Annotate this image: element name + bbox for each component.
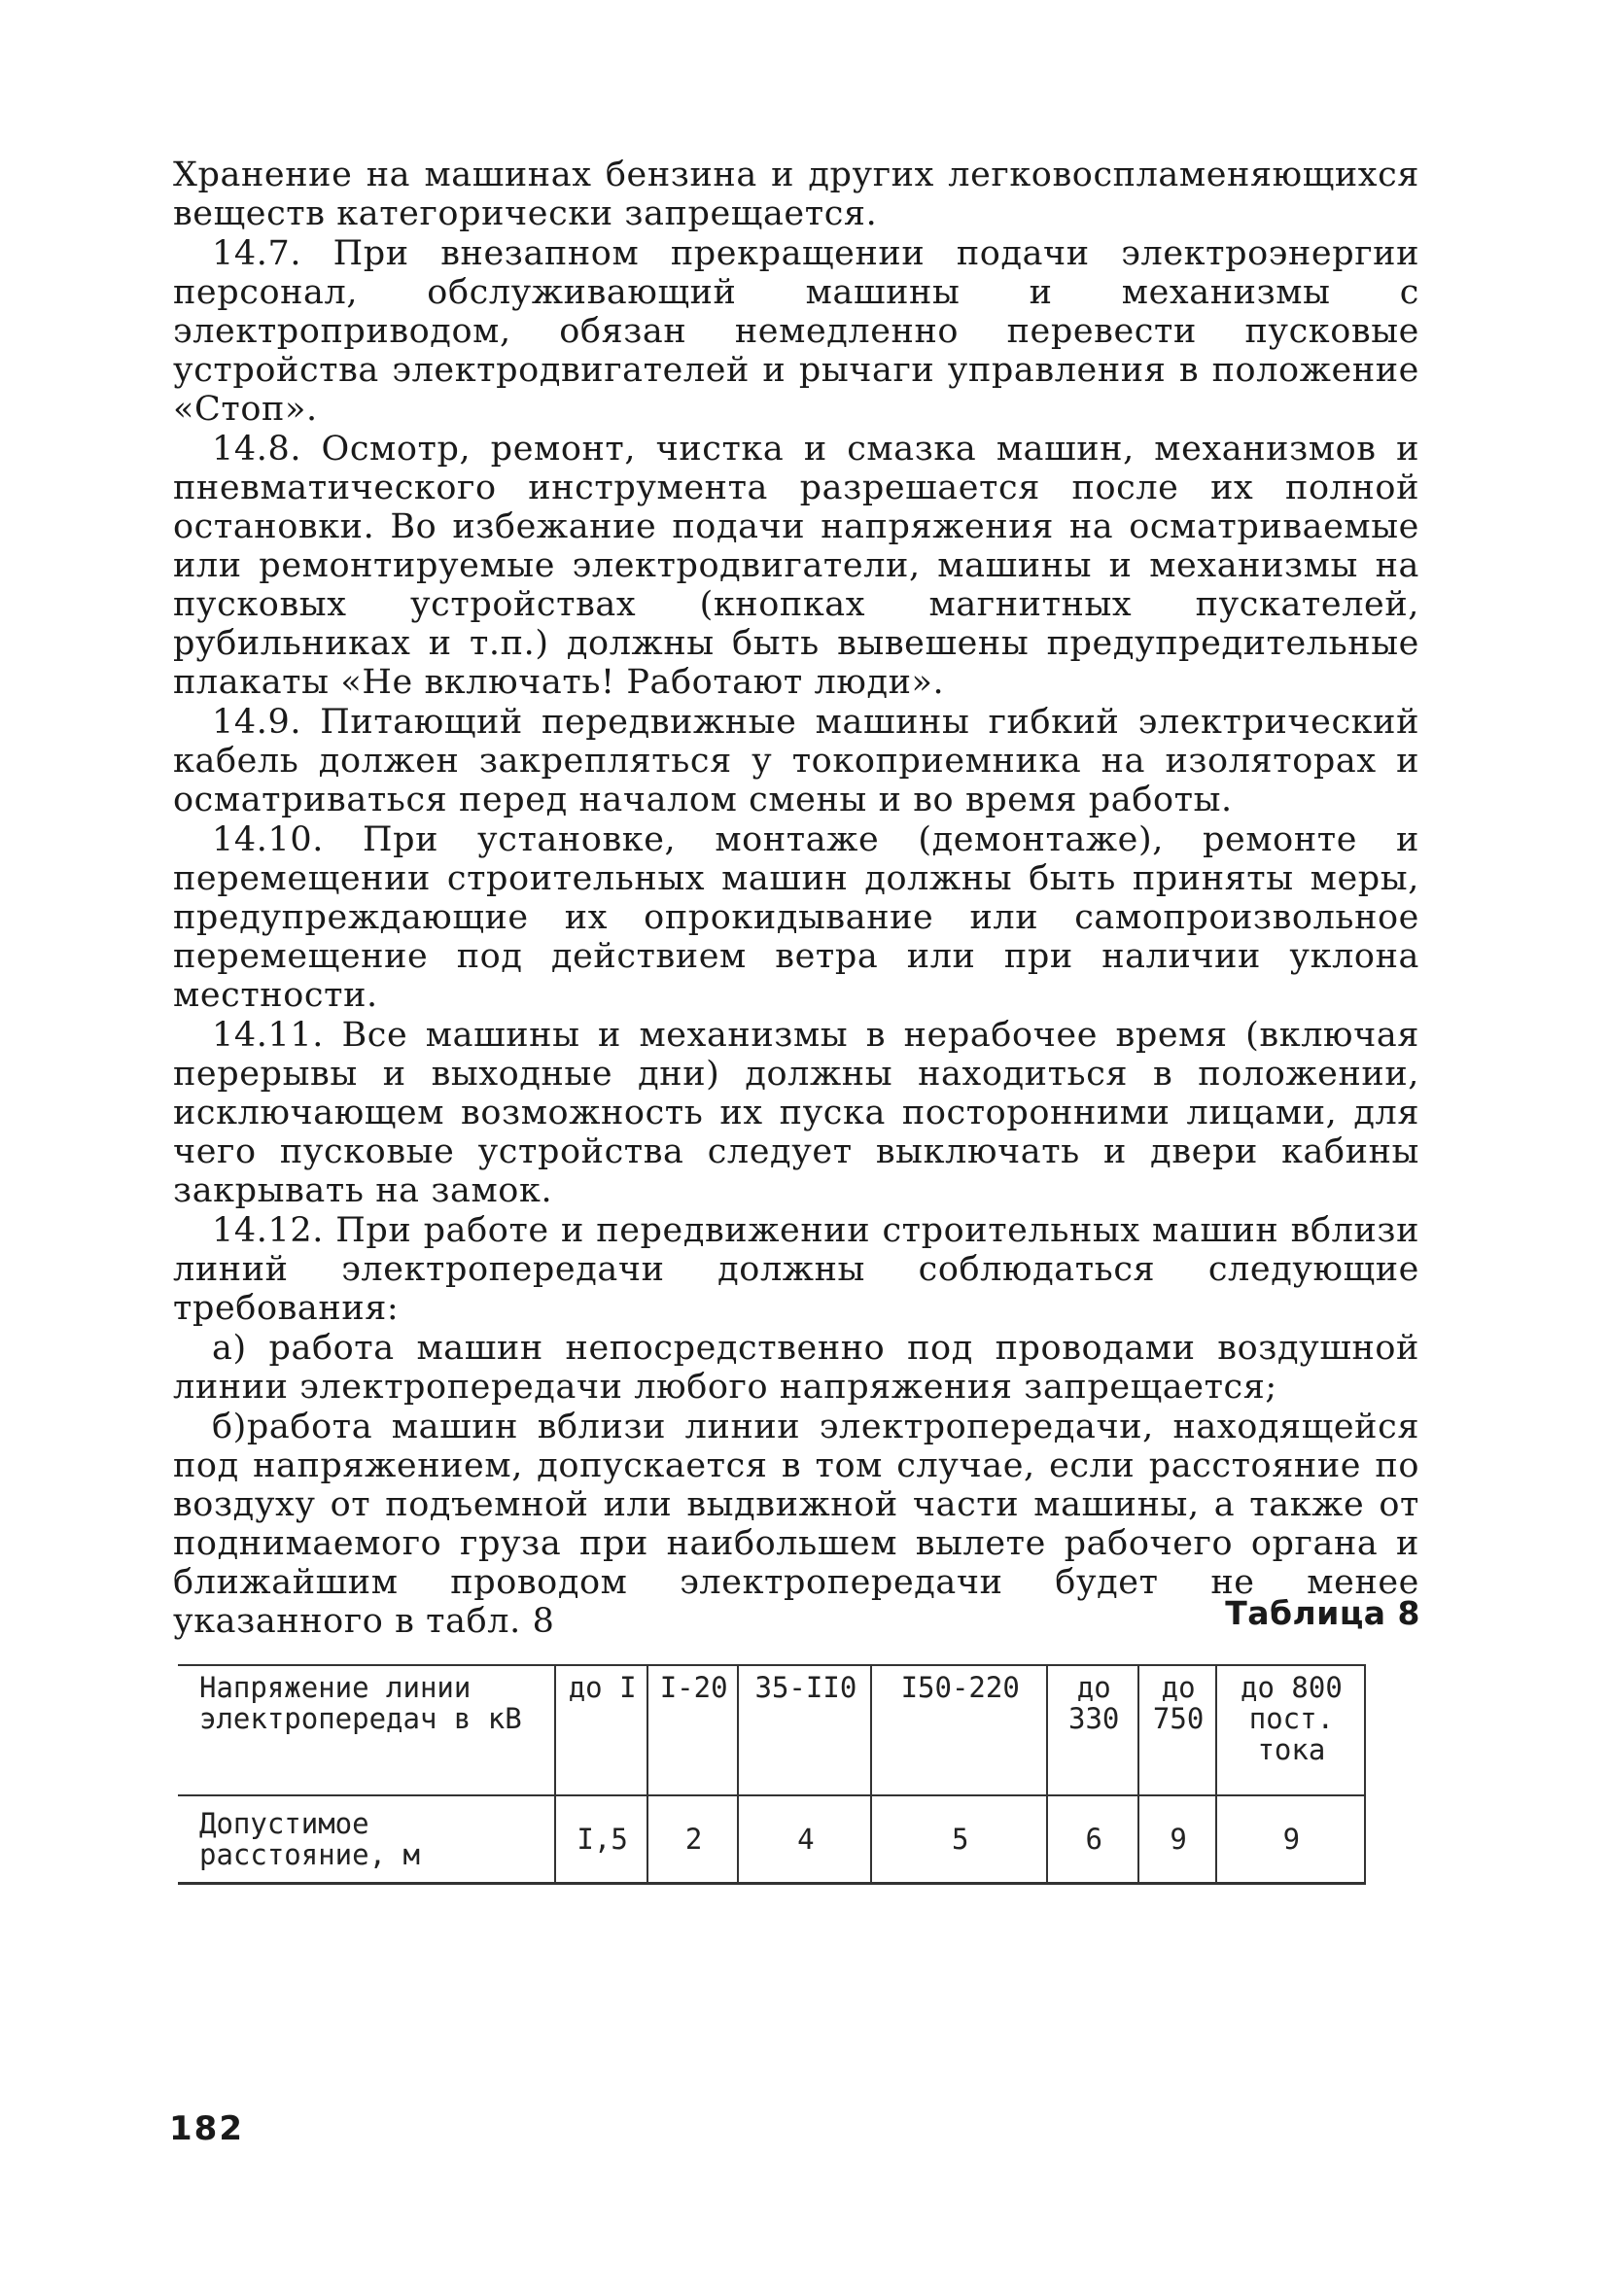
table-row bbox=[178, 1795, 1365, 1884]
table-caption: Таблица 8 bbox=[1225, 1594, 1420, 1632]
distance-cell: 9 bbox=[1216, 1795, 1365, 1884]
page-number: 182 bbox=[169, 2109, 244, 2148]
distance-cell: 2 bbox=[647, 1795, 739, 1884]
paragraph-14-12-b: б)работа машин вблизи линии электропередачи, находящейся под напряжением, допускается в том случае, если расстояние по воздуху от подъемной или выдвижной части машины, а также от поднимаемого груза при наибольшем вылете рабочего органа и ближайшим проводом электропередачи будет не менее указанного в табл. 8 bbox=[173, 1408, 1419, 1641]
paragraph-14-11: 14.11. Все машины и механизмы в нерабочее время (включая перерывы и выходные дни) должны находиться в положении, исключающем возможность их пуска посторонними лицами, для чего пусковые устройства следует выключать и двери кабины закрывать на замок. bbox=[173, 1016, 1419, 1210]
paragraph-14-7: 14.7. При внезапном прекращении подачи электроэнергии персонал, обслуживающий машины и механизмы с электроприводом, обязан немедленно перевести пусковые устройства электродвигателей и рычаги управления в положение «Стоп». bbox=[173, 234, 1419, 429]
row-label-voltage: Напряжение линии электропередач в кВ bbox=[178, 1665, 555, 1795]
paragraph-14-12: 14.12. При работе и передвижении строительных машин вблизи линий электропередачи должны соблюдаться следующие требования: bbox=[173, 1211, 1419, 1328]
voltage-cell: I50-220 bbox=[871, 1665, 1047, 1795]
distance-table bbox=[178, 1664, 1366, 1885]
voltage-cell: до 330 bbox=[1047, 1665, 1138, 1795]
distance-cell: 5 bbox=[871, 1795, 1047, 1884]
table-row bbox=[178, 1665, 1365, 1795]
voltage-cell: I-20 bbox=[647, 1665, 739, 1795]
body-text bbox=[173, 156, 1419, 1642]
voltage-cell: до I bbox=[555, 1665, 647, 1795]
distance-cell: 4 bbox=[738, 1795, 871, 1884]
row-label-distance: Допустимое расстояние, м bbox=[178, 1795, 555, 1884]
voltage-cell: до 750 bbox=[1138, 1665, 1215, 1795]
paragraph-continuation: Хранение на машинах бензина и других легковоспламеняющихся веществ категорически запрещается. bbox=[173, 156, 1419, 233]
paragraph-14-12-a: а) работа машин непосредственно под проводами воздушной линии электропередачи любого напряжения запрещается; bbox=[173, 1329, 1419, 1407]
voltage-cell: 35-II0 bbox=[738, 1665, 871, 1795]
distance-cell: 9 bbox=[1138, 1795, 1215, 1884]
paragraph-14-10: 14.10. При установке, монтаже (демонтаже), ремонте и перемещении строительных машин должны быть приняты меры, предупреждающие их опрокидывание или самопроизвольное перемещение под действием ветра или при наличии уклона местности. bbox=[173, 820, 1419, 1015]
voltage-cell: до 800 пост. тока bbox=[1216, 1665, 1365, 1795]
paragraph-14-8: 14.8. Осмотр, ремонт, чистка и смазка машин, механизмов и пневматического инструмента разрешается после их полной остановки. Во избежание подачи напряжения на осматриваемые или ремонтируемые электродвигатели, машины и механизмы на пусковых устройствах (кнопках магнитных пускателей, рубильниках и т.п.) должны быть вывешены предупредительные плакаты «Не включать! Работают люди». bbox=[173, 430, 1419, 702]
distance-cell: 6 bbox=[1047, 1795, 1138, 1884]
paragraph-14-9: 14.9. Питающий передвижные машины гибкий электрический кабель должен закрепляться у токоприемника на изоляторах и осматриваться перед началом смены и во время работы. bbox=[173, 703, 1419, 819]
distance-cell: I,5 bbox=[555, 1795, 647, 1884]
